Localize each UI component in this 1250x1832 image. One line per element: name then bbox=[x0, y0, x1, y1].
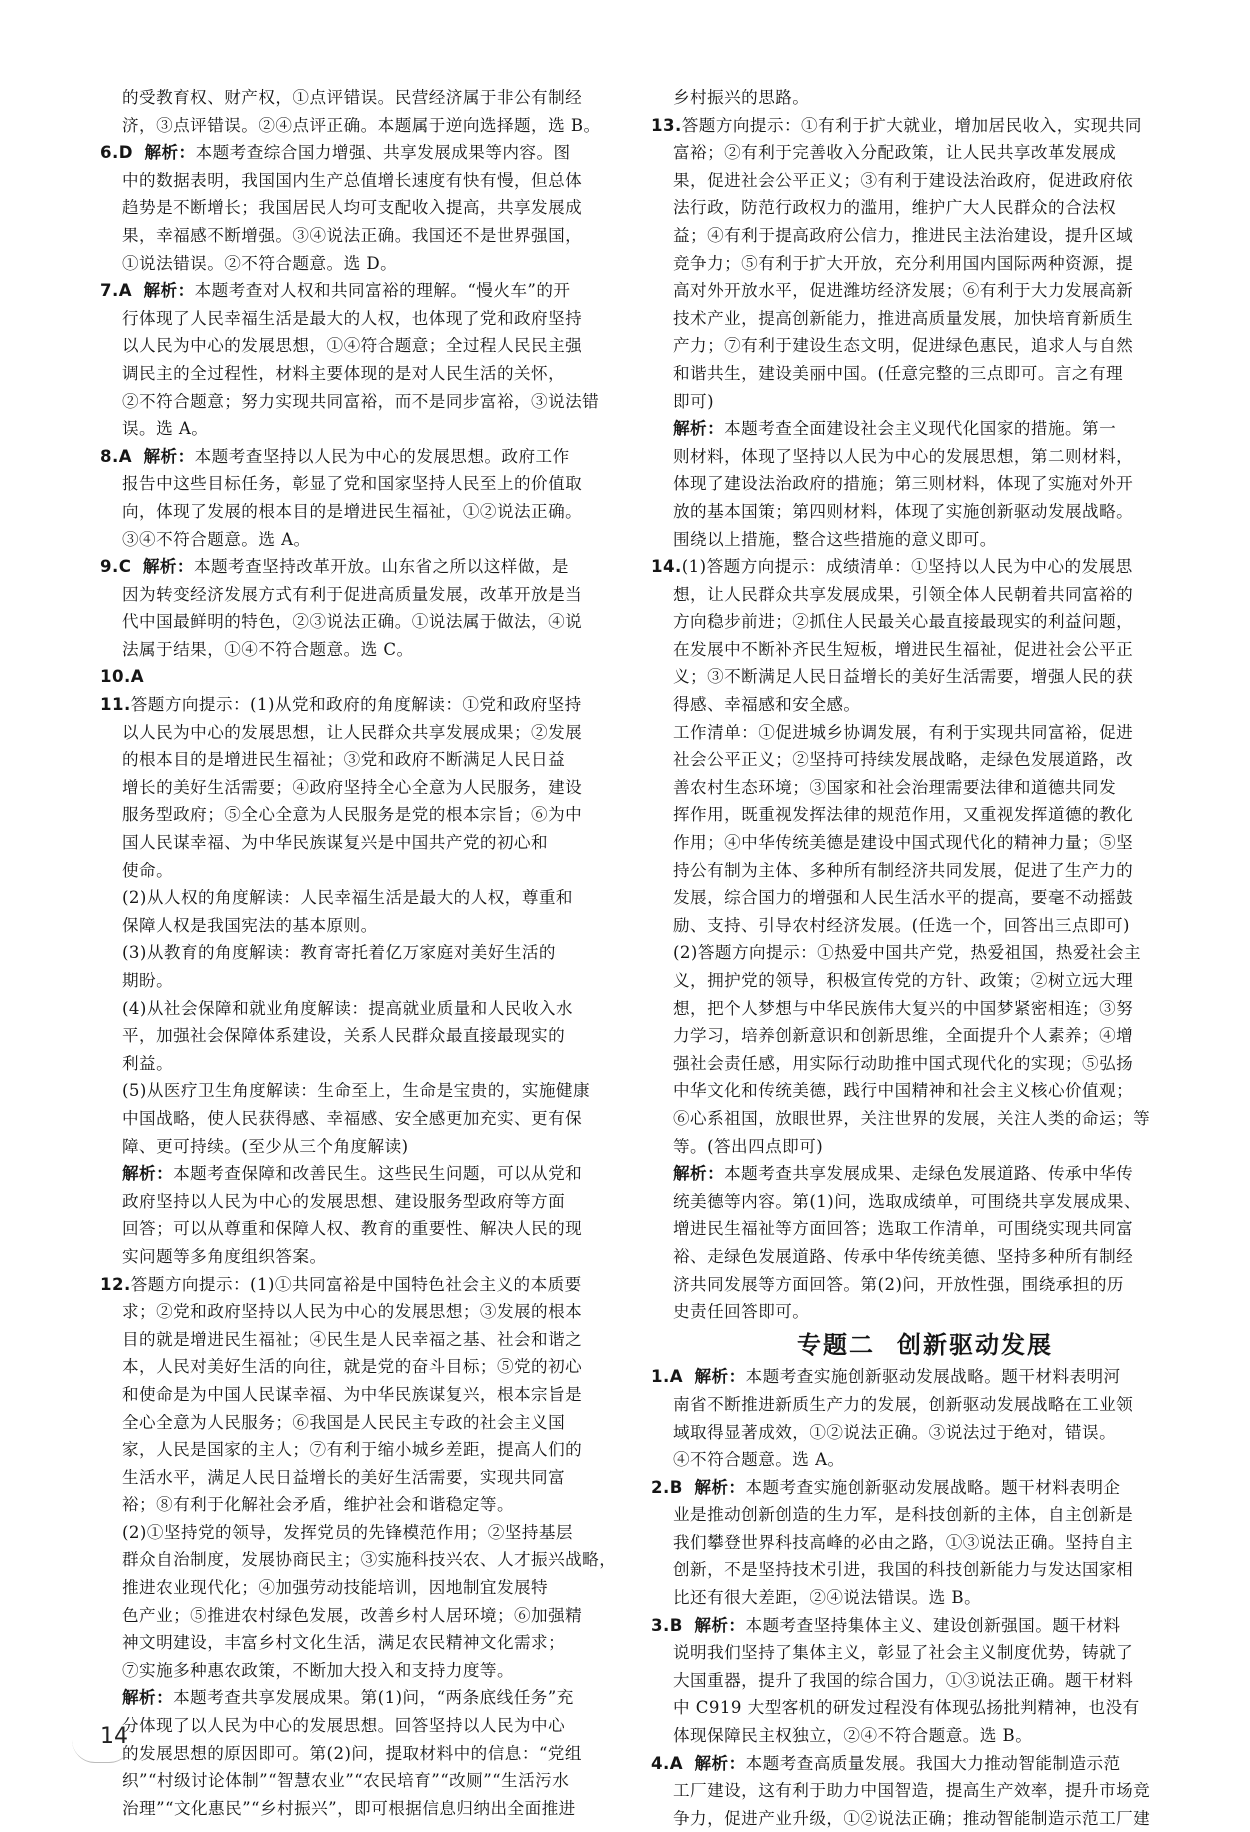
left-column bbox=[100, 84, 648, 1822]
text-line: 比还有很大差距，②④说法错误。选 B。 bbox=[673, 1588, 982, 1608]
text-line: 使命。 bbox=[122, 860, 174, 880]
text-line: 以人民为中心的发展思想，让人民群众共享发展成果；②发展 bbox=[122, 722, 583, 742]
text-line: 因为转变经济发展方式有利于促进高质量发展，改革开放是当 bbox=[122, 584, 583, 604]
text-line: 力学习，培养创新意识和创新思维，全面提升个人素养；④增 bbox=[673, 1026, 1134, 1046]
text-line: 放的基本国策；第四则材料，体现了实施创新驱动发展战略。 bbox=[673, 501, 1134, 521]
answer-s2 bbox=[651, 1474, 1199, 1612]
text-line: 大国重器，提升了我国的综合国力，①③说法正确。题干材料 bbox=[673, 1670, 1134, 1690]
text-line: 实问题等多角度组织答案。 bbox=[122, 1246, 327, 1266]
right-column bbox=[651, 84, 1199, 1832]
text-line: 本，人民对美好生活的向往，就是党的奋斗目标；⑤党的初心 bbox=[122, 1357, 583, 1377]
text-line: 法属于结果，①④不符合题意。选 C。 bbox=[122, 639, 414, 659]
text-line: 色产业；⑤推进农村绿色发展，改善乡村人居环境；⑥加强精 bbox=[122, 1605, 583, 1625]
section-name: 创新驱动发展 bbox=[897, 1330, 1053, 1359]
text-line: 工厂建设，这有利于助力中国智造，提高生产效率，提升市场竞 bbox=[673, 1781, 1151, 1801]
text-line: 裕、走绿色发展道路、传承中华传统美德、坚持多种所有制经 bbox=[673, 1246, 1134, 1266]
text-line: 误。选 A。 bbox=[122, 419, 209, 439]
analysis-label: 解析： bbox=[694, 1615, 746, 1635]
text-line: (5)从医疗卫生角度解读：生命至上，生命是宝贵的，实施健康 bbox=[122, 1081, 590, 1101]
text-line: 义；③不断满足人民日益增长的美好生活需要，增强人民的获 bbox=[673, 667, 1134, 687]
text-line: ①说法错误。②不符合题意。选 D。 bbox=[122, 253, 398, 273]
text-line: 本题考查实施创新驱动发展战略。题干材料表明河 bbox=[745, 1367, 1121, 1387]
text-line: 答题方向提示：(1)从党和政府的角度解读：①党和政府坚持 bbox=[130, 695, 582, 715]
analysis-label: 解析： bbox=[144, 143, 196, 163]
text-line: 高对外开放水平，促进潍坊经济发展；⑥有利于大力发展高新 bbox=[673, 281, 1134, 301]
text-line: 南省不断推进新质生产力的发展，创新驱动发展战略在工业领 bbox=[673, 1394, 1134, 1414]
text-line: 中 C919 大型客机的研发过程没有体现弘扬批判精神，也没有 bbox=[673, 1698, 1140, 1718]
section-number: 专题二 bbox=[797, 1330, 875, 1359]
question-number: 10. bbox=[100, 667, 131, 687]
text-line: (2)①坚持党的领导，发挥党员的先锋模范作用；②坚持基层 bbox=[122, 1522, 573, 1542]
text-line: 挥作用，既重视发挥法律的规范作用，又重视发挥道德的教化 bbox=[673, 805, 1134, 825]
analysis-label: 解析： bbox=[673, 419, 725, 439]
text-line: 果，幸福感不断增强。③④说法正确。我国还不是世界强国， bbox=[122, 225, 583, 245]
text-line: 保障人权是我国宪法的基本原则。 bbox=[122, 915, 378, 935]
text-line: 发展，综合国力的增强和人民生活水平的提高，要毫不动摇鼓 bbox=[673, 888, 1134, 908]
text-line: 的发展思想的原因即可。第(2)问，提取材料中的信息：“党组 bbox=[122, 1743, 582, 1763]
text-line: 目的就是增进民生福祉；④民生是人民幸福之基、社会和谐之 bbox=[122, 1329, 583, 1349]
text-line: 和使命是为中国人民谋幸福、为中华民族谋复兴，根本宗旨是 bbox=[122, 1384, 583, 1404]
text-line: 增长的美好生活需要；④政府坚持全心全意为人民服务，建设 bbox=[122, 777, 583, 797]
analysis-label: 解析： bbox=[143, 446, 195, 466]
question-number: 6. bbox=[100, 143, 119, 163]
text-line: 我们攀登世界科技高峰的必由之路，①③说法正确。坚持自主 bbox=[673, 1532, 1134, 1552]
text-line: 强社会责任感，用实际行动助推中国式现代化的实现；⑤弘扬 bbox=[673, 1053, 1134, 1073]
text-line: 则材料，体现了坚持以人民为中心的发展思想，第二则材料， bbox=[673, 446, 1134, 466]
text-line: 利益。 bbox=[122, 1053, 174, 1073]
question-number: 11. bbox=[100, 695, 131, 715]
text-line: 益；④有利于提高政府公信力，推进民主法治建设，提升区域 bbox=[673, 225, 1134, 245]
text-line: 体现了建设法治政府的措施；第三则材料，体现了实施对外开 bbox=[673, 474, 1134, 494]
text-line: ⑦实施多种惠农政策，不断加大投入和支持力度等。 bbox=[122, 1660, 515, 1680]
analysis-label: 解析： bbox=[122, 1688, 174, 1708]
text-line: 治理”“文化惠民”“乡村振兴”，即可根据信息归纳出全面推进 bbox=[122, 1798, 576, 1818]
text-line: 调民主的全过程性，材料主要体现的是对人民生活的关怀， bbox=[122, 363, 566, 383]
text-line: 创新，不是坚持技术引进，我国的科技创新能力与发达国家相 bbox=[673, 1560, 1134, 1580]
text-line: 国人民谋幸福、为中华民族谋复兴是中国共产党的初心和 bbox=[122, 833, 549, 853]
question-number: 12. bbox=[100, 1274, 131, 1294]
question-number: 7. bbox=[100, 281, 119, 301]
analysis-label: 解析： bbox=[673, 1164, 725, 1184]
text-line: 答题方向提示：①有利于扩大就业，增加居民收入，实现共同 bbox=[681, 115, 1142, 135]
text-line: 富裕；②有利于完善收入分配政策，让人民共享改革发展成 bbox=[673, 143, 1117, 163]
question-number: 4. bbox=[651, 1753, 670, 1773]
answer-6 bbox=[100, 139, 648, 277]
text-line: 生活水平，满足人民日益增长的美好生活需要，实现共同富 bbox=[122, 1467, 566, 1487]
text-line: 答题方向提示：(1)①共同富裕是中国特色社会主义的本质要 bbox=[130, 1274, 582, 1294]
text-line: 体现保障民主权独立，②④不符合题意。选 B。 bbox=[673, 1726, 1033, 1746]
text-line: 全心全意为人民服务；⑥我国是人民民主专政的社会主义国 bbox=[122, 1412, 566, 1432]
text-line: 平，加强社会保障体系建设，关系人民群众最直接最现实的 bbox=[122, 1026, 566, 1046]
text-line: 统美德等内容。第(1)问，选取成绩单，可围绕共享发展成果、 bbox=[673, 1191, 1141, 1211]
text-line: 本题考查坚持改革开放。山东省之所以这样做，是 bbox=[193, 557, 569, 577]
answer-11 bbox=[100, 691, 648, 1270]
text-line: 的受教育权、财产权，①点评错误。民营经济属于非公有制经 bbox=[122, 88, 583, 107]
text-line: 中华文化和传统美德，践行中国精神和社会主义核心价值观； bbox=[673, 1081, 1134, 1101]
text-line: 行体现了人民幸福生活是最大的人权，也体现了党和政府坚持 bbox=[122, 308, 583, 328]
text-line: 作用；④中华传统美德是建设中国式现代化的精神力量；⑤坚 bbox=[673, 833, 1134, 853]
text-line: 向，体现了发展的根本目的是增进民生福祉，①②说法正确。 bbox=[122, 501, 583, 521]
text-line: 本题考查高质量发展。我国大力推动智能制造示范 bbox=[745, 1753, 1121, 1773]
text-line: 推进农业现代化；④加强劳动技能培训，因地制宜发展特 bbox=[122, 1578, 549, 1598]
text-line: 以人民为中心的发展思想，①④符合题意；全过程人民民主强 bbox=[122, 336, 583, 356]
text-line: 求；②党和政府坚持以人民为中心的发展思想；③发展的根本 bbox=[122, 1302, 583, 1322]
text-line: (2)从人权的角度解读：人民幸福生活是最大的人权，尊重和 bbox=[122, 888, 573, 908]
text-line: 技术产业，提高创新能力，推进高质量发展，加快培育新质生 bbox=[673, 308, 1134, 328]
text-line: 法行政，防范行政权力的滥用，维护广大人民群众的合法权 bbox=[673, 198, 1117, 218]
question-number: 14. bbox=[651, 557, 682, 577]
answer-8 bbox=[100, 443, 648, 553]
answer-letter: B bbox=[669, 1615, 683, 1635]
answer-letter: B bbox=[669, 1477, 683, 1497]
text-line: 想，把个人梦想与中华民族伟大复兴的中国梦紧密相连；③努 bbox=[673, 998, 1134, 1018]
text-line: 方向稳步前进；②抓住人民最关心最直接最现实的利益问题， bbox=[673, 612, 1134, 632]
answer-12 bbox=[100, 1271, 648, 1823]
text-line: 群众自治制度，发展协商民主；③实施科技兴农、人才振兴战略， bbox=[122, 1550, 617, 1570]
text-line: 本题考查保障和改善民生。这些民生问题，可以从党和 bbox=[173, 1164, 583, 1184]
answer-letter: D bbox=[118, 143, 133, 163]
text-line: 回答；可以从尊重和保障人权、教育的重要性、解决人民的现 bbox=[122, 1219, 583, 1239]
text-line: 争力，促进产业升级，①②说法正确；推动智能制造示范工厂建 bbox=[673, 1808, 1151, 1828]
answer-letter: C bbox=[118, 557, 132, 577]
text-line: 趋势是不断增长；我国居民人均可支配收入提高，共享发展成 bbox=[122, 198, 583, 218]
text-line: 中国战略，使人民获得感、幸福感、安全感更加充实、更有保 bbox=[122, 1108, 583, 1128]
text-line: (1)答题方向提示：成绩清单：①坚持以人民为中心的发展思 bbox=[681, 557, 1133, 577]
question-number: 8. bbox=[100, 446, 119, 466]
answer-letter: A bbox=[669, 1367, 684, 1387]
text-line: 中的数据表明，我国国内生产总值增长速度有快有慢，但总体 bbox=[122, 170, 583, 190]
text-line: 想，让人民群众共享发展成果，引领全体人民朝着共同富裕的 bbox=[673, 584, 1134, 604]
text-line: ③④不符合题意。选 A。 bbox=[122, 529, 311, 549]
text-line: 义，拥护党的领导，积极宣传党的方针、政策；②树立远大理 bbox=[673, 971, 1134, 990]
text-line: 本题考查坚持集体主义、建设创新强国。题干材料 bbox=[745, 1615, 1121, 1635]
answer-s3 bbox=[651, 1612, 1199, 1750]
text-line: 持公有制为主体、多种所有制经济共同发展，促进了生产力的 bbox=[673, 860, 1134, 880]
text-line: 裕；⑧有利于化解社会矛盾，维护社会和谐稳定等。 bbox=[122, 1495, 515, 1515]
text-line: 等。(答出四点即可) bbox=[673, 1136, 824, 1156]
text-line: 竞争力；⑤有利于扩大开放，充分利用国内国际两种资源，提 bbox=[673, 253, 1134, 273]
text-line: 增进民生福祉等方面回答；选取工作清单，可围绕实现共同富 bbox=[673, 1219, 1134, 1239]
answer-7 bbox=[100, 277, 648, 443]
text-line: 说明我们坚持了集体主义，彰显了社会主义制度优势，铸就了 bbox=[673, 1643, 1134, 1663]
answer-13 bbox=[651, 112, 1199, 554]
section-title bbox=[651, 1332, 1199, 1360]
analysis-label: 解析： bbox=[143, 281, 195, 301]
answer-14 bbox=[651, 553, 1199, 1326]
text-line: 本题考查共享发展成果、走绿色发展道路、传承中华传 bbox=[724, 1164, 1134, 1184]
answer-letter: A bbox=[118, 446, 133, 466]
text-line: 业是推动创新创造的生力军，是科技创新的主体，自主创新是 bbox=[673, 1505, 1134, 1525]
text-line: 围绕以上措施，整合这些措施的意义即可。 bbox=[673, 529, 997, 549]
text-line: (2)答题方向提示：①热爱中国共产党，热爱祖国，热爱社会主 bbox=[673, 943, 1141, 963]
analysis-label: 解析： bbox=[694, 1367, 746, 1387]
text-line: 神文明建设，丰富乡村文化生活，满足农民精神文化需求； bbox=[122, 1633, 566, 1653]
text-line: 本题考查对人权和共同富裕的理解。“慢火车”的开 bbox=[194, 281, 571, 301]
question-number: 2. bbox=[651, 1477, 670, 1497]
text-line: 产力；⑦有利于建设生态文明，促进绿色惠民，追求人与自然 bbox=[673, 336, 1134, 356]
answer-10 bbox=[100, 663, 648, 691]
text-line: 期盼。 bbox=[122, 971, 174, 990]
text-line: 障、更可持续。(至少从三个角度解读) bbox=[122, 1136, 409, 1156]
text-line: 本题考查综合国力增强、共享发展成果等内容。图 bbox=[195, 143, 571, 163]
text-line: 域取得显著成效，①②说法正确。③说法过于绝对，错误。 bbox=[673, 1422, 1117, 1442]
text-line: 的根本目的是增进民生福祉；③党和政府不断满足人民日益 bbox=[122, 750, 566, 770]
text-line: 社会公平正义；②坚持可持续发展战略，走绿色发展道路，改 bbox=[673, 750, 1134, 770]
text-line: 服务型政府；⑤全心全意为人民服务是党的根本宗旨；⑥为中 bbox=[122, 805, 583, 825]
text-line: 家，人民是国家的主人；⑦有利于缩小城乡差距，提高人们的 bbox=[122, 1440, 583, 1460]
text-line: 得感、幸福感和安全感。 bbox=[673, 695, 861, 715]
page-number: 14 bbox=[100, 1724, 128, 1749]
question-number: 1. bbox=[651, 1367, 670, 1387]
text-line: 分体现了以人民为中心的发展思想。回答坚持以人民为中心 bbox=[122, 1716, 566, 1736]
analysis-label: 解析： bbox=[694, 1753, 746, 1773]
text-line: 织”“村级讨论体制”“智慧农业”“农民培育”“改厕”“生活污水 bbox=[122, 1771, 570, 1791]
text-line: (3)从教育的角度解读：教育寄托着亿万家庭对美好生活的 bbox=[122, 943, 556, 963]
question-number: 13. bbox=[651, 115, 682, 135]
answer-letter: A bbox=[669, 1753, 684, 1773]
text-line: 在发展中不断补齐民生短板，增进民生福祉，促进社会公平正 bbox=[673, 639, 1134, 659]
text-line: 本题考查坚持以人民为中心的发展思想。政府工作 bbox=[194, 446, 570, 466]
analysis-label: 解析： bbox=[142, 557, 194, 577]
question-number: 3. bbox=[651, 1615, 670, 1635]
text-line: 本题考查共享发展成果。第(1)问，“两条底线任务”充 bbox=[173, 1688, 574, 1708]
text-line: 政府坚持以人民为中心的发展思想、建设服务型政府等方面 bbox=[122, 1191, 566, 1211]
answer-letter: A bbox=[130, 667, 145, 687]
text-line: 本题考查实施创新驱动发展战略。题干材料表明企 bbox=[745, 1477, 1121, 1497]
text-line: 果，促进社会公平正义；③有利于建设法治政府，促进政府依 bbox=[673, 170, 1134, 190]
analysis-label: 解析： bbox=[122, 1164, 174, 1184]
text-line: (4)从社会保障和就业角度解读：提高就业质量和人民收入水 bbox=[122, 998, 573, 1018]
text-line: 乡村振兴的思路。 bbox=[673, 88, 810, 107]
answer-letter: A bbox=[118, 281, 133, 301]
text-line: 代中国最鲜明的特色，②③说法正确。①说法属于做法，④说 bbox=[122, 612, 583, 632]
text-line: ④不符合题意。选 A。 bbox=[673, 1450, 845, 1470]
text-line: 工作清单：①促进城乡协调发展，有利于实现共同富裕，促进 bbox=[673, 722, 1134, 742]
text-line: 报告中这些目标任务，彰显了党和国家坚持人民至上的价值取 bbox=[122, 474, 583, 494]
question-number: 9. bbox=[100, 557, 119, 577]
analysis-label: 解析： bbox=[694, 1477, 746, 1497]
answer-s4 bbox=[651, 1750, 1199, 1832]
text-line: 本题考查全面建设社会主义现代化国家的措施。第一 bbox=[724, 419, 1117, 439]
text-line: 济共同发展等方面回答。第(2)问，开放性强，围绕承担的历 bbox=[673, 1274, 1124, 1294]
text-line: 济，③点评错误。②④点评正确。本题属于逆向选择题，选 B。 bbox=[122, 115, 601, 135]
text-line: ②不符合题意；努力实现共同富裕，而不是同步富裕，③说法错 bbox=[122, 391, 600, 411]
text-line: 善农村生态环境；③国家和社会治理需要法律和道德共同发 bbox=[673, 777, 1117, 797]
text-line: 即可) bbox=[673, 391, 715, 411]
answer-s1 bbox=[651, 1363, 1199, 1473]
text-line: 和谐共生，建设美丽中国。(任意完整的三点即可。言之有理 bbox=[673, 363, 1124, 383]
answer-9 bbox=[100, 553, 648, 663]
text-line: 励、支持、引导农村经济发展。(任选一个，回答出三点即可) bbox=[673, 915, 1130, 935]
text-line: 史责任回答即可。 bbox=[673, 1302, 810, 1322]
text-line: ⑥心系祖国，放眼世界，关注世界的发展，关注人类的命运；等 bbox=[673, 1108, 1151, 1128]
